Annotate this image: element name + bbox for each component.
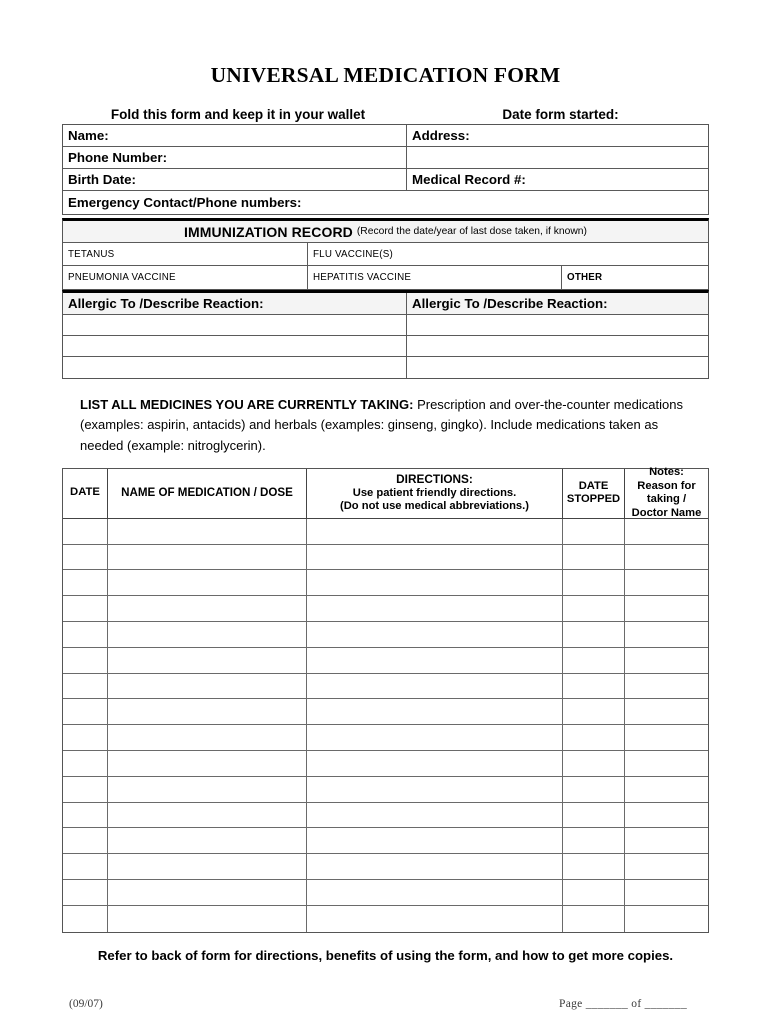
medication-cell-name[interactable]	[108, 880, 307, 905]
column-header-notes: Notes: Reason for taking / Doctor Name	[631, 465, 702, 519]
medication-cell-notes[interactable]	[625, 596, 708, 621]
medication-cell-notes[interactable]	[625, 854, 708, 879]
medication-cell-directions[interactable]	[307, 596, 563, 621]
medication-cell-date[interactable]	[63, 725, 108, 750]
medication-cell-date[interactable]	[63, 699, 108, 724]
address-continuation-field[interactable]	[407, 147, 708, 168]
medication-cell-directions[interactable]	[307, 622, 563, 647]
medication-cell-notes[interactable]	[625, 622, 708, 647]
table-row	[63, 169, 708, 191]
refer-to-back-note: Refer to back of form for directions, benefits of using the form, and how to get more copies.	[97, 947, 674, 963]
medication-cell-date[interactable]	[63, 906, 108, 932]
medication-cell-date_stopped[interactable]	[563, 519, 625, 544]
date-form-started-label: Date form started:	[502, 106, 619, 122]
medication-cell-directions[interactable]	[307, 880, 563, 905]
page-footer	[62, 998, 709, 1010]
page-title: UNIVERSAL MEDICATION FORM	[210, 63, 561, 87]
medication-cell-date_stopped[interactable]	[563, 777, 625, 802]
tetanus-field[interactable]: TETANUS	[63, 243, 308, 265]
patient-info-table	[62, 124, 709, 215]
column-header-date-stopped: DATE STOPPED	[563, 469, 625, 518]
birth-date-label: Birth Date:	[63, 169, 407, 190]
table-row	[63, 125, 708, 147]
instructions-body: Prescription and over-the-counter medications (examples: aspirin, antacids) and herbals (examples: ginseng, gingko). Include medications taken as needed (example: nitroglycerin).	[80, 397, 683, 453]
table-row	[63, 147, 708, 169]
medication-cell-notes[interactable]	[625, 828, 708, 853]
allergy-entry-right[interactable]	[407, 357, 708, 378]
medication-cell-date_stopped[interactable]	[563, 545, 625, 570]
medication-cell-date[interactable]	[63, 803, 108, 828]
medication-cell-name[interactable]	[108, 777, 307, 802]
allergy-table	[62, 290, 709, 379]
medication-cell-date[interactable]	[63, 854, 108, 879]
medication-cell-notes[interactable]	[625, 699, 708, 724]
allergy-header-right: Allergic To /Describe Reaction:	[412, 296, 608, 311]
allergy-rows-container	[63, 315, 708, 378]
medication-cell-directions[interactable]	[307, 519, 563, 544]
medication-cell-name[interactable]	[108, 570, 307, 595]
address-label: Address:	[412, 128, 470, 143]
medication-cell-directions[interactable]	[307, 699, 563, 724]
other-vaccine-field[interactable]: OTHER	[567, 272, 603, 283]
medication-cell-date_stopped[interactable]	[563, 622, 625, 647]
medication-cell-directions[interactable]	[307, 777, 563, 802]
table-row	[63, 906, 708, 932]
name-label: Name:	[63, 125, 407, 146]
medication-cell-date[interactable]	[63, 519, 108, 544]
medication-cell-directions[interactable]	[307, 828, 563, 853]
table-row	[63, 803, 708, 829]
table-row	[63, 315, 708, 336]
table-row	[63, 751, 708, 777]
medication-cell-directions[interactable]	[307, 648, 563, 673]
medication-cell-notes[interactable]	[625, 725, 708, 750]
medication-cell-date[interactable]	[63, 596, 108, 621]
table-row	[63, 336, 708, 357]
medication-cell-directions[interactable]	[307, 674, 563, 699]
medication-cell-notes[interactable]	[625, 906, 708, 932]
medication-cell-date_stopped[interactable]	[563, 648, 625, 673]
medication-cell-name[interactable]	[108, 906, 307, 932]
instructions-lead: LIST ALL MEDICINES YOU ARE CURRENTLY TAKING:	[80, 397, 414, 412]
table-row	[63, 622, 708, 648]
immunization-subtitle: (Record the date/year of last dose taken, if known)	[356, 226, 587, 237]
medication-cell-name[interactable]	[108, 545, 307, 570]
medication-cell-date[interactable]	[63, 777, 108, 802]
table-row	[63, 519, 708, 545]
table-row	[63, 699, 708, 725]
medication-cell-name[interactable]	[108, 803, 307, 828]
column-header-date: DATE	[63, 469, 108, 518]
medication-cell-date_stopped[interactable]	[563, 596, 625, 621]
medication-table-header	[63, 465, 708, 519]
instructions-paragraph	[62, 395, 709, 456]
medication-cell-date_stopped[interactable]	[563, 674, 625, 699]
revision-code: (09/07)	[69, 997, 103, 1010]
immunization-title: IMMUNIZATION RECORD	[184, 223, 353, 240]
medication-cell-name[interactable]	[108, 648, 307, 673]
medication-cell-date_stopped[interactable]	[563, 803, 625, 828]
allergy-header-row	[63, 293, 708, 315]
medication-cell-directions[interactable]	[307, 803, 563, 828]
table-row	[63, 545, 708, 571]
medication-cell-directions[interactable]	[307, 570, 563, 595]
medication-rows-container	[63, 519, 708, 932]
medication-cell-date_stopped[interactable]	[563, 699, 625, 724]
table-row	[63, 357, 708, 378]
medication-cell-directions[interactable]	[307, 906, 563, 932]
medication-cell-directions[interactable]	[307, 725, 563, 750]
medication-table	[62, 465, 709, 933]
medication-cell-name[interactable]	[108, 751, 307, 776]
table-row	[63, 828, 708, 854]
table-row	[63, 243, 708, 266]
medication-cell-date[interactable]	[63, 648, 108, 673]
allergy-entry-left[interactable]	[63, 357, 407, 378]
medication-cell-name[interactable]	[108, 854, 307, 879]
medication-cell-name[interactable]	[108, 725, 307, 750]
medical-record-label: Medical Record #:	[412, 172, 526, 187]
table-row	[63, 725, 708, 751]
medication-cell-date_stopped[interactable]	[563, 828, 625, 853]
fold-instruction-text: Fold this form and keep it in your wallet	[110, 106, 366, 122]
fold-instruction-row	[62, 108, 709, 122]
allergy-entry-right[interactable]	[407, 315, 708, 335]
emergency-contact-label: Emergency Contact/Phone numbers:	[68, 195, 302, 210]
medication-cell-notes[interactable]	[625, 648, 708, 673]
medication-cell-notes[interactable]	[625, 545, 708, 570]
medication-cell-name[interactable]	[108, 674, 307, 699]
medication-cell-name[interactable]	[108, 596, 307, 621]
pneumonia-vaccine-field[interactable]: PNEUMONIA VACCINE	[63, 266, 308, 289]
table-row	[63, 854, 708, 880]
medication-cell-notes[interactable]	[625, 777, 708, 802]
medication-cell-date[interactable]	[63, 751, 108, 776]
medication-cell-name[interactable]	[108, 622, 307, 647]
medication-cell-date_stopped[interactable]	[563, 906, 625, 932]
column-header-name-of-medication: NAME OF MEDICATION / DOSE	[108, 469, 307, 518]
medication-cell-name[interactable]	[108, 828, 307, 853]
medication-cell-date_stopped[interactable]	[563, 570, 625, 595]
medication-cell-notes[interactable]	[625, 674, 708, 699]
medication-cell-date_stopped[interactable]	[563, 751, 625, 776]
table-row	[63, 191, 708, 214]
hepatitis-vaccine-field[interactable]: HEPATITIS VACCINE	[308, 266, 562, 289]
medication-cell-name[interactable]	[108, 519, 307, 544]
medication-cell-notes[interactable]	[625, 751, 708, 776]
medication-cell-notes[interactable]	[625, 519, 708, 544]
medication-cell-notes[interactable]	[625, 880, 708, 905]
medication-cell-notes[interactable]	[625, 570, 708, 595]
medication-cell-date[interactable]	[63, 880, 108, 905]
table-row	[63, 596, 708, 622]
medication-cell-directions[interactable]	[307, 751, 563, 776]
table-row	[63, 266, 708, 289]
page-number-text: Page _______ of _______	[559, 997, 687, 1010]
medication-cell-date_stopped[interactable]	[563, 880, 625, 905]
table-row	[63, 674, 708, 700]
column-header-directions: DIRECTIONS: Use patient friendly directions. (Do not use medical abbreviations.)	[307, 469, 563, 518]
medication-cell-name[interactable]	[108, 699, 307, 724]
table-row	[63, 648, 708, 674]
table-row	[63, 880, 708, 906]
medication-cell-date_stopped[interactable]	[563, 725, 625, 750]
medication-cell-date[interactable]	[63, 828, 108, 853]
allergy-entry-right[interactable]	[407, 336, 708, 356]
medication-cell-date[interactable]	[63, 570, 108, 595]
form-page	[62, 0, 709, 1010]
medication-cell-date[interactable]	[63, 674, 108, 699]
medication-cell-date[interactable]	[63, 545, 108, 570]
allergy-entry-left[interactable]	[63, 336, 407, 356]
medication-cell-date[interactable]	[63, 622, 108, 647]
medication-cell-date_stopped[interactable]	[563, 854, 625, 879]
medication-cell-notes[interactable]	[625, 803, 708, 828]
phone-number-label: Phone Number:	[63, 147, 407, 168]
medication-cell-directions[interactable]	[307, 854, 563, 879]
table-row	[63, 777, 708, 803]
flu-vaccine-field[interactable]: FLU VACCINE(S)	[313, 248, 393, 260]
table-row	[63, 570, 708, 596]
allergy-header-left: Allergic To /Describe Reaction:	[63, 293, 407, 314]
allergy-entry-left[interactable]	[63, 315, 407, 335]
immunization-title-row	[63, 221, 708, 243]
immunization-record-table	[62, 218, 709, 290]
medication-cell-directions[interactable]	[307, 545, 563, 570]
